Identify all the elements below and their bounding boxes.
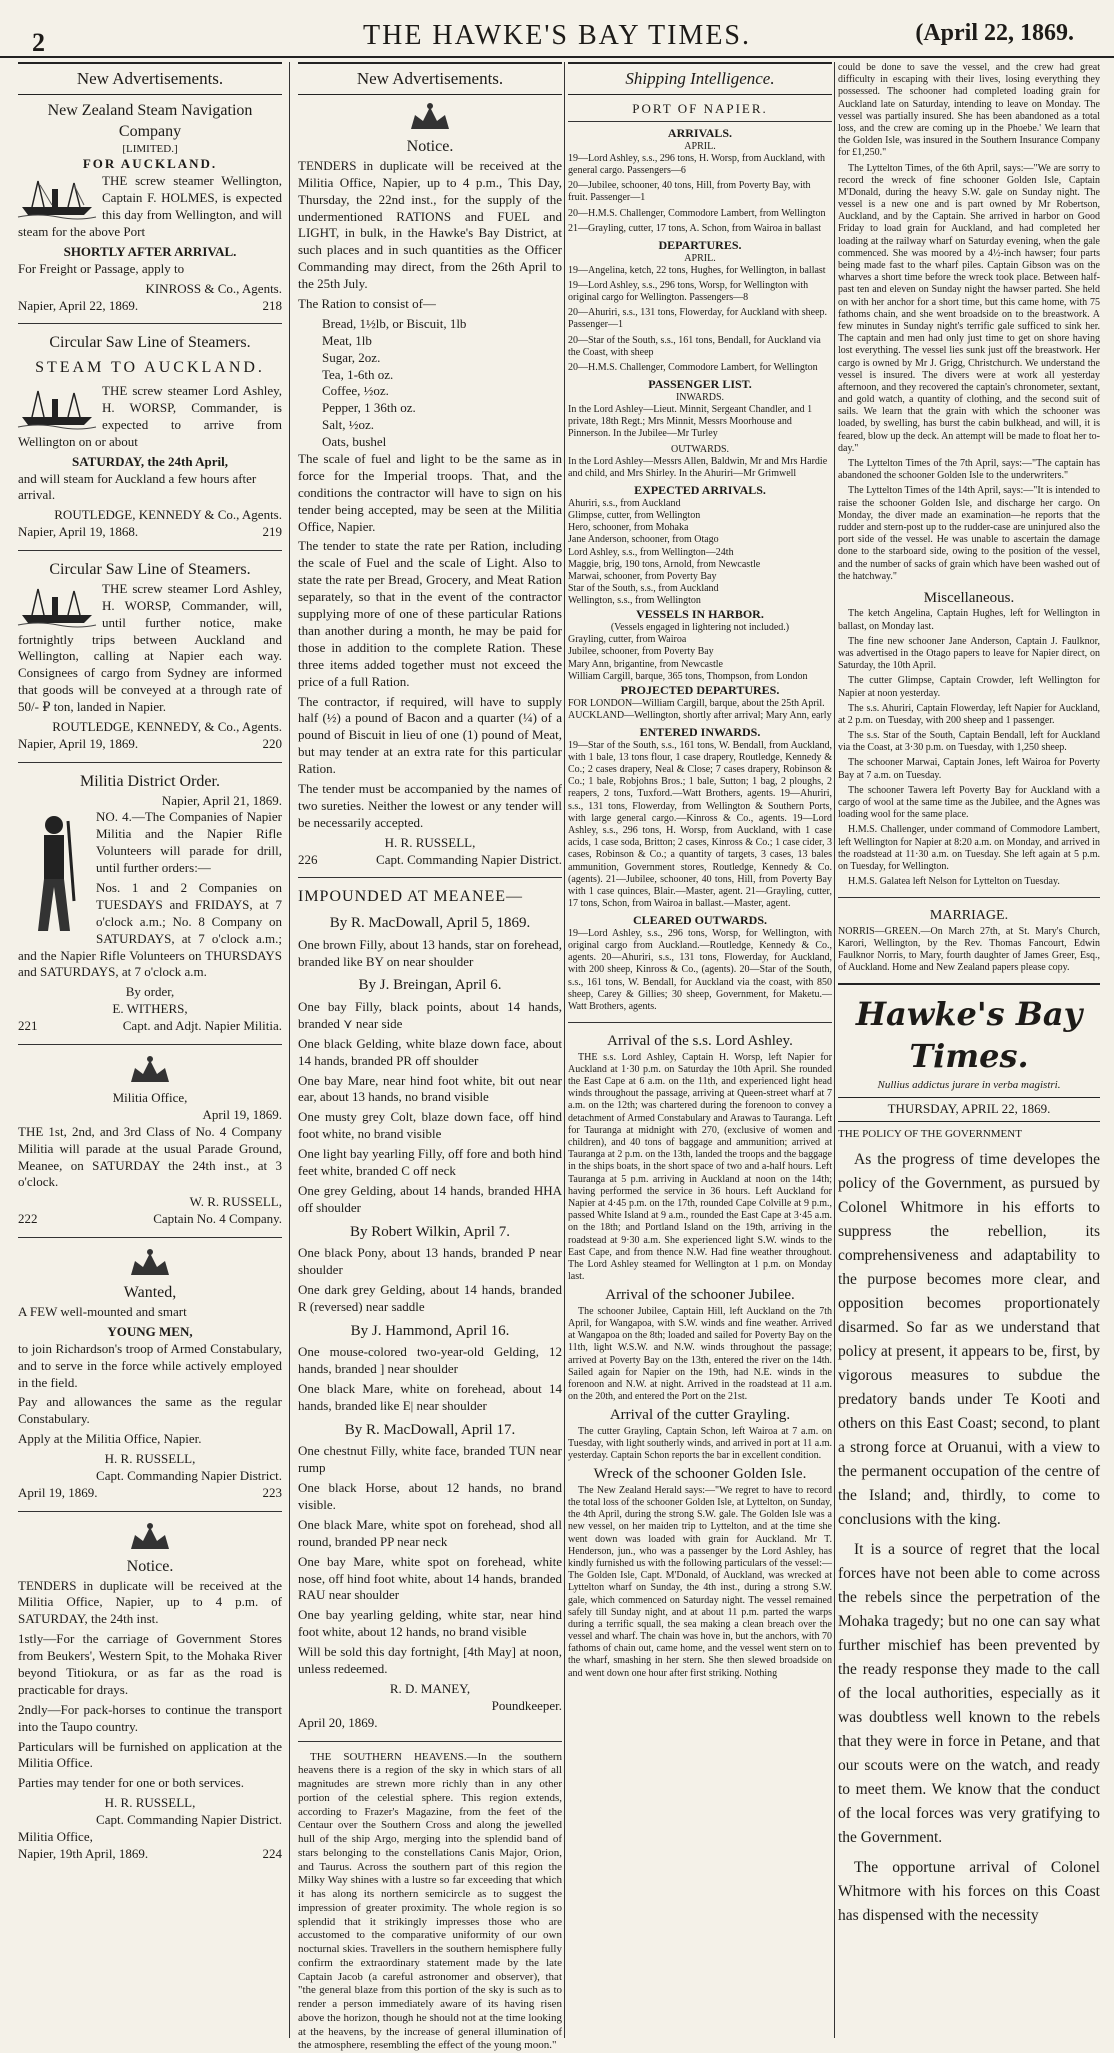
article-title: Arrival of the cutter Grayling. (609, 1407, 791, 1424)
ration-item: Bread, 1½lb, or Biscuit, 1lb (322, 315, 467, 331)
column-1 (18, 62, 282, 2038)
misc-item: The s.s. Ahuriri, Captain Flowerday, left Napier for Auckland, at 2 p.m. on Tuesday, with 200 sheep and 1 passenger. (838, 702, 1100, 726)
ad-signature: H. R. RUSSELL, (384, 834, 476, 850)
ad-emphasis: SHORTLY AFTER ARRIVAL. (63, 243, 237, 259)
ad-body: The tender must be accompanied by the names of two sureties. Neither the lowest or any tender will be necessarily accepted. (298, 780, 562, 830)
misc-item: H.M.S. Galatea left Nelson for Lyttelton on Tuesday. (848, 876, 1060, 888)
ration-item: Tea, 1-6th oz. (322, 366, 394, 382)
impound-entry: One chestnut Filly, white face, branded TUN near rump (298, 1443, 562, 1476)
impound-subheading: By J. Breingan, April 6. (358, 977, 502, 994)
ad-body: Nos. 1 and 2 Companies on TUESDAYS and FRIDAYS, at 7 o'clock a.m.; No. 8 Company on SATURDAYS, at 7 o'clock a.m.; and the Napier Rifle Volunteers on THURSDAYS and SATURDAYS, at 7 o'clock a.m. (18, 880, 282, 980)
expected-item: Glimpse, cutter, from Wellington (568, 509, 701, 521)
ad-signature: R. D. MANEY, (389, 1680, 471, 1696)
harbour-item: William Cargill, barque, 365 tons, Thompson, from London (568, 670, 808, 682)
expected-item: Lord Ashley, s.s., from Wellington—24th (568, 546, 734, 558)
ad-body: Parties may tender for one or both services. (18, 1775, 244, 1791)
impound-entry: One black Horse, about 12 hands, no brand visible. (298, 1480, 562, 1512)
impound-entry: One musty grey Colt, blaze down face, off hind foot white, no brand visible (298, 1109, 562, 1142)
impound-entry: One dark grey Gelding, about 14 hands, branded R (reversed) near saddle (298, 1281, 562, 1314)
article-southern-heavens: THE SOUTHERN HEAVENS.—In the southern heavens there is a region of the sky in which stars of all magnitudes are strewn more richly than in any other portion of the celestial sphere. This region extends, according to Frazer's Magazine, from the feet of the Centaur over the Southern Cross and along the jewelled hull of the ship Argo, merging into the splendid band of stars belonging to the constellations Canis Major, Orion, and Taurus. Across the southern part of this region the Milky Way shines with a lustre so far exceeding that which it has along its northern semicircle as to suggest the impression of greater proximity. The whole region is so splendid that it strikingly impresses those who are accustomed to the comparative uniformity of our own nocturnal skies. Travellers in the southern hemisphere fully confirm the extraordinary statement made by the late Captain Jacob (a careful astronomer and observer), that "the general blaze from this portion of the sky is such as to render a person immediately aware of its having risen above the horizon, though he should not at the time looking at the heavens, by the increase of general illumination of the atmosphere, resembling the effect of the young moon." (298, 1750, 562, 2052)
column-rule (564, 62, 565, 2038)
editorial-body (838, 1148, 1100, 1929)
ad-body: THE screw steamer Lord Ashley, H. WORSP, Commander, will, until further notice, make fortnightly trips between Auckland and Wellington, calling at Napier each way. Consignees of cargo from Sydney are informed that goods will be conveyed at a through rate of 50/- ₽ ton, landed in Napier. (18, 580, 282, 715)
ad-title: Wanted, (123, 1284, 177, 1302)
column-4 (838, 62, 1100, 2038)
article-body: The schooner Jubilee, Captain Hill, left Auckland on the 7th April, for Wangapoa, with S.W. winds and fine weather. Arrived at Wangapoa on the 8th; loaded and sailed for Poverty Bay on the 11th, light W.S.W. and N.W. winds throughout the passage; arrived at Poverty Bay on the 13th, entered the river on the 14th. Sailed again for Napier on the 19th, had N.E. winds in the forenoon and N.W. at night. Arrived in the roadstead at 11 a.m. on the 20th, and entered the Port on the 21st. (568, 1305, 832, 1403)
impound-subheading: By J. Hammond, April 16. (350, 1322, 510, 1339)
misc-item: The ketch Angelina, Captain Hughes, left for Wellington in ballast, on Monday last. (838, 608, 1100, 632)
ad-office: Militia Office, (18, 1829, 93, 1845)
expected-item: Jane Anderson, schooner, from Otago (568, 534, 719, 546)
entered-text: 19—Star of the South, s.s., 161 tons, W. Bendall, from Auckland, with 1 bale, 13 tons flour, 1 case drapery, Routledge, Kennedy & Co.; 2 cases drapery, Neal & Close; 7 cases drapery, Robinson & Co.; 1 bale, Robjohns Bros.; 1 bale, Sutton; 1 bag, 2 ploughs, 2 reapers, 2 tons, Tuxford.—Watt Brothers, agents. 19—Ahuriri, s.s., 131 tons, Flowerday, from Wellington & Southern Ports, with large general cargo.—Kinross & Co., agents. 19—Lord Ashley, s.s., 296 tons, H. Worsp, from Auckland, with 1 case acids, 1 case soda, Britton; 2 cases, Kinross & Co.; 1 case cider, 3 cases, Robinson & Co.; a quantity of targets, 3 cases, 13 bales ammunition, Government stores, Routledge, Kennedy & Co. (agents). 21—Jubilee, schooner, 40 tons, Hill, from Poverty Bay with 1 case quinces, Blair.—Master, agent. 21—Grayling, cutter, 17 tons, Schon, from Wairoa in ballast.—Master, agent. (568, 739, 832, 910)
ad-number: 221 (18, 1018, 38, 1034)
misc-item: H.M.S. Challenger, under command of Commodore Lambert, left Wellington for Napier at 8:20 a.m. on Monday, and arrived in the roadstead at 11·30 a.m. on Tuesday. She left again at 5 p.m. on Tuesday, for Wellington. (838, 824, 1100, 872)
impound-title: IMPOUNDED AT MEANEE— (298, 888, 524, 906)
ad-body: to join Richardson's troop of Armed Constabulary, and to serve in the force while actively employed in the field. (18, 1340, 282, 1390)
royal-crest-icon (123, 1054, 177, 1086)
ad-number: 226 (298, 851, 318, 867)
ration-heading: The Ration to consist of— (298, 296, 436, 312)
ad-body: THE screw steamer Lord Ashley, H. WORSP, Commander, is expected to arrive from Wellington on or about (18, 383, 282, 449)
misc-item: The fine new schooner Jane Anderson, Captain J. Faulknor, was advertised in the Otago papers to leave for Napier direct, on Saturday, the 10th April. (838, 635, 1100, 672)
ad-date: April 19, 1869. (18, 1484, 98, 1500)
ad-date: Napier, April 21, 1869. (161, 792, 282, 808)
masthead (0, 0, 1114, 58)
divider (298, 1741, 562, 1742)
article-body: The Lyttelton Times of the 7th April, says:—"The captain has abandoned the schooner Golden Isle to the underwriters." (838, 458, 1100, 482)
issue-date: (April 22, 1869. (915, 20, 1074, 46)
motto: Nullius addictus jurare in verba magistri. (877, 1079, 1061, 1092)
marriage-notice: NORRIS—GREEN.—On March 27th, at St. Mary's Church, Karori, Wellington, by the Rev. Thomas Fancourt, Edwin Faulknor Norris, to Mary, fourth daughter of James Greer, Esq., of Auckland. Home and New Zealand papers please copy. (838, 925, 1100, 974)
arrival-item: 20—Jubilee, schooner, 40 tons, Hill, from Poverty Bay, with fruit. Passenger—1 (568, 180, 811, 204)
steamship-icon (18, 583, 96, 627)
ad-signature: E. WITHERS, (112, 1001, 188, 1017)
expected-heading: EXPECTED ARRIVALS. (634, 483, 766, 498)
section-header: New Advertisements. (18, 62, 282, 95)
editorial-paragraph: The opportune arrival of Colonel Whitmore with his forces on this Coast has dispensed with the necessity (838, 1859, 1100, 1925)
ad-signature-title: Capt. Commanding Napier District. (96, 1467, 282, 1483)
ad-body: 2ndly—For pack-horses to continue the transport into the Taupo country. (18, 1701, 282, 1734)
entered-heading: ENTERED INWARDS. (639, 725, 761, 740)
ad-signature: H. R. RUSSELL, (104, 1795, 196, 1811)
ad-signature: W. R. RUSSELL, (189, 1194, 282, 1210)
impound-entry: One bay Mare, white spot on forehead, white nose, off hind foot white, about 14 hands, branded RAU near shoulder (298, 1553, 562, 1603)
ad-title: Circular Saw Line of Steamers. (49, 334, 251, 352)
inwards-label: INWARDS. (675, 391, 725, 403)
royal-crest-icon (123, 1521, 177, 1553)
divider (298, 877, 562, 878)
ad-body: Particulars will be furnished on application at the Militia Office. (18, 1738, 282, 1771)
impound-entry: One bay yearling gelding, white star, near hind foot white, about 12 hands, no brand visible (298, 1607, 562, 1640)
outwards-text: In the Lord Ashley—Messrs Allen, Baldwin, Mr and Mrs Hardie and child, and Mrs Shirley. In the Ahuriri—Mr Grimwell (568, 455, 828, 479)
divider (568, 1022, 832, 1023)
impound-entry: One black Mare, white spot on forehead, shod all round, branded PP near neck (298, 1516, 562, 1549)
ad-number: 219 (262, 524, 282, 540)
ad-subtitle: [LIMITED.] (122, 142, 178, 155)
soldier-icon (18, 811, 90, 939)
ad-number: 224 (262, 1845, 282, 1861)
ad-date: Napier, April 22, 1869. (18, 297, 139, 313)
article-body: The New Zealand Herald says:—"We regret to have to record the total loss of the schooner Golden Isle, at Lyttelton, on Sunday, the 4th April, during the strong S.W. gale. The Golden Isle was a new vessel, on her maiden trip to Lyttelton, and at the time she went down was loaded with grain for Auckland. Mr T. Henderson, jun., who was a passenger by the Lord Ashley, has kindly furnished us with the following particulars of the vessel:—The Golden Isle, Capt. M'Donald, of Auckland, was wrecked at Lyttelton wharf on Sunday, the 4th inst., during a strong S.W. gale, which commenced on Saturday night. The vessel remained safely till Sunday night, and at about 11 p.m. parted the warps during a terrific squall, the sea making a clean breach over the vessel and wharf. The chain was hove in, but the anchors, with 70 fathoms of chain out, came home, and the vessel went stern on to the wharf, smashing in her stern. She then slewed broadside on and went down one hour after first striking. Nothing (568, 1484, 832, 1679)
ad-number: 220 (262, 735, 282, 751)
column-rule (289, 62, 290, 2038)
article-title: Arrival of the schooner Jubilee. (605, 1287, 795, 1304)
ad-body: A FEW well-mounted and smart (18, 1303, 187, 1319)
ad-title: Militia District Order. (80, 772, 220, 790)
ad-date: Napier, April 19, 1868. (18, 524, 139, 540)
ad-emphasis: YOUNG MEN, (107, 1323, 193, 1339)
section-header: New Advertisements. (298, 62, 562, 95)
article-body: The cutter Grayling, Captain Schon, left Wairoa at 7 a.m. on Tuesday, with light southerly winds, and arrived in port at 11 a.m. yesterday. Captain Schon reports the bar in excellent condition. (568, 1425, 832, 1462)
ad-date: April 20, 1869. (298, 1714, 378, 1730)
expected-item: Star of the South, s.s., from Auckland (568, 583, 719, 595)
ad-number: 223 (262, 1484, 282, 1500)
column-rule (834, 62, 835, 2038)
section-header: Shipping Intelligence. (568, 62, 832, 95)
departure-item: 19—Lord Ashley, s.s., 296 tons, Worsp, for Wellington with original cargo for Wellington. Passengers—8 (568, 279, 809, 304)
ad-title: Notice. (126, 1557, 174, 1575)
ad-signature: H. R. RUSSELL, (104, 1451, 196, 1467)
ad-number: 218 (262, 297, 282, 313)
ration-item: Pepper, 1 36th oz. (322, 400, 416, 416)
ad-body: TENDERS in duplicate will be received at the Militia Office, Napier, up to 4 p.m., This Day, Thursday, the 22nd inst., for the supply of the undermentioned RATIONS and FUEL and LIGHT, in bulk, in the Hawke's Bay District, at such places and in such quantities as the Officer Commanding may direct, from the 26th April to the 25th July. (298, 157, 562, 292)
ad-agents: KINROSS & Co., Agents. (145, 280, 282, 296)
inwards-text: In the Lord Ashley—Lieut. Minnit, Sergeant Chandler, and 1 private, 18th Regt.; Mrs Minnit, Messrs Moorhouse and Pinnerson. In the Jubilee—Mr Turley (568, 404, 813, 440)
ad-signature-title: Capt. and Adjt. Napier Militia. (122, 1018, 282, 1034)
arrival-item: 20—H.M.S. Challenger, Commodore Lambert, from Wellington (568, 207, 826, 219)
impound-entry: One black Pony, about 13 hands, branded P near shoulder (298, 1245, 562, 1278)
ad-agents: ROUTLEDGE, KENNEDY & Co., Agents. (54, 507, 282, 523)
departures-heading: DEPARTURES. (658, 237, 742, 252)
departure-item: 19—Angelina, ketch, 22 tons, Hughes, for Wellington, in ballast (568, 264, 826, 276)
cleared-text: 19—Lord Ashley, s.s., 296 tons, Worsp, for Wellington, with original cargo from Auckland.—Routledge, Kennedy & Co., agents. 20—Ahuriri, s.s., 131 tons, Flowerday, for Auckland, with 200 sheep, Kinross & Co., (agents). 20—Star of the South, s.s., 161 tons, W. Bendall, for Auckland via the coast, with 850 sheep, Carey & Gillies; 30 sheep, Government, for Maketu.—Watt Brothers, agents. (568, 927, 832, 1013)
ad-signature-title: Capt. Commanding Napier District. (96, 1812, 282, 1828)
ration-item: Sugar, 2oz. (322, 349, 381, 365)
departure-item: 20—Ahuriri, s.s., 131 tons, Flowerday, for Auckland with sheep. Passenger—1 (568, 307, 828, 331)
ad-body: THE 1st, 2nd, and 3rd Class of No. 4 Company Militia will parade at the usual Parade Ground, Meanee, on SATURDAY the 24th inst., at 3 o'clock. (18, 1123, 282, 1190)
arrival-item: 21—Grayling, cutter, 17 tons, A. Schon, from Wairoa in ballast (568, 222, 822, 234)
page-number: 2 (32, 28, 45, 57)
port-heading: PORT OF NAPIER. (568, 101, 832, 122)
impound-subheading: By R. MacDowall, April 17. (344, 1421, 516, 1438)
divider (838, 983, 1100, 985)
passenger-heading: PASSENGER LIST. (648, 377, 752, 392)
arrival-item: 19—Lord Ashley, s.s., 296 tons, H. Worsp, from Auckland, with general cargo. Passengers—6 (568, 152, 825, 176)
ad-date: Napier, April 19, 1869. (18, 735, 139, 751)
ad-emphasis: SATURDAY, the 24th April, (72, 453, 228, 469)
ad-body: Pay and allowances the same as the regular Constabulary. (18, 1394, 282, 1427)
harbour-item: Mary Ann, brigantine, from Newcastle (568, 658, 723, 670)
misc-heading: Miscellaneous. (923, 589, 1015, 606)
ration-item: Oats, bushel (322, 434, 387, 450)
ad-date: Napier, 19th April, 1869. (18, 1845, 149, 1861)
expected-item: Wellington, s.s., from Wellington (568, 595, 701, 607)
ad-date: April 19, 1869. (202, 1106, 282, 1122)
article-body: THE s.s. Lord Ashley, Captain H. Worsp, left Napier for Auckland at 1·30 p.m. on Saturday the 10th April. She rounded the East Cape at 6 a.m. on the 11th, and experienced light head winds throughout the passage, arriving at Queen-street wharf at 7 a.m. on the 12th; was chartered during the forenoon to convey a detachment of Armed Constabulary and Arawas to Tauranga. Left for Tauranga at midnight with 270, (exclusive of women and children), and 40 tons of baggage and ammunition; arrived at Tauranga at 2 p.m. on the 13th, landed the troops and the baggage in the ships boats, in the short space of two and a-half hours. Left Tauranga at 5 p.m. arriving in Auckland at noon on the 14th; having performed the service in 36 hours. Left Auckland for Napier at 4·45 p.m. on the 17th, rounded Cape Colville at 9 p.m., passed White Island at 9 a.m., rounded the East Cape at 3·45 a.m. on the 18th; and Portland Island on the 19th, arriving in the roadstead at 9·30 a.m. She experienced light S.W. winds to the East Cape, and from thence N.W. Had fine weather throughout. The Lord Ashley steamed for Wellington at 1 p.m. on Monday last. (568, 1051, 832, 1283)
harbour-item: Grayling, cutter, from Wairoa (568, 634, 687, 646)
expected-item: Ahuriri, s.s., from Auckland (568, 497, 681, 509)
misc-item: The schooner Tawera left Poverty Bay for Auckland with a cargo of wool at the same time as the Jubilee, and the Agnes was loading wool for the same place. (838, 784, 1100, 821)
editorial-title: THE POLICY OF THE GOVERNMENT (838, 1128, 1022, 1141)
impound-entry: One bay Mare, near hind foot white, bit out near ear, about 13 hands, no brand visible (298, 1072, 562, 1105)
ad-signature-title: Poundkeeper. (491, 1697, 562, 1713)
steamship-icon (18, 385, 96, 429)
ad-title: Notice. (406, 138, 454, 156)
editorial-masthead: Hawke's Bay Times. (855, 995, 1083, 1075)
divider (18, 323, 282, 324)
column-2 (298, 62, 562, 2052)
expected-item: Marwai, schooner, from Poverty Bay (568, 570, 717, 582)
editorial-paragraph: As the progress of time developes the policy of the Government, as pursued by Colonel Whitmore in his efforts to suppress the rebellion, its comprehensiveness and adaptability to the purpose becomes more clear, and opposition becomes proportionately disarmed. So far as we understand that policy at present, it appears to be, first, by vigorous measures to subdue the predatory bands under Te Kooti and others on this East Coast; second, to plant a strong force at Oruanui, with a view to the permanent occupation of the centre of the Island; and, thirdly, to come to conclusions with the king. (838, 1150, 1100, 1529)
expected-item: Hero, schooner, from Mohaka (568, 522, 689, 534)
ration-item: Salt, ½oz. (322, 417, 374, 433)
misc-item: The s.s. Star of the South, Captain Bendall, left for Auckland via the Coast, at 3·30 p.m. on Tuesday, with 1,250 sheep. (838, 730, 1100, 754)
expected-item: Maggie, brig, 190 tons, Arnold, from Newcastle (568, 558, 761, 570)
divider (18, 1237, 282, 1238)
month-label: APRIL. (684, 252, 716, 264)
article-body: The Lyttelton Times, of the 6th April, says:—"We are sorry to record the wreck of fine schooner Golden Isle, Captain M'Donald, during the heavy S.W. gale on Sunday night. The vessel is a new one and is part owned by Mr Robertson, Auckland, and by the Captain. She arrived in harbor on Good Friday to load grain for Auckland, and had completed her loading at the railway wharf on Saturday evening, when the gale commenced. She was moored by a 4½-inch hawser; four parts being made fast to the wharf piles. Captain Gibson was on the wharves a short time before the wreck took place. Between half-past ten and eleven on Sunday night the hawser parted. She held on with her anchor for a short time, but this came home, with 75 fathoms chain, and she went broadside on to the breastwork. A few minutes in Sunday night's terrific gale sufficed to sink her. The captain and men had only just time to get on shore having lost everything. The vessel lies sunk just off the breastwork. Her cargo is owned by Mr J. Grigg, Christchurch. We understand the vessel is insured. The divers were at work all yesterday afternoon, and they recovered the captain's chronometer, sextant, and gold watch, a quantity of clothing, and the second suit of sails. We learn that the grain with which the schooner was loaded, by swelling, has burst the cabin bulkhead, and will, it is feared, blow up the deck. An attempt will be made to float her to-day." (838, 162, 1100, 454)
ad-body: and will steam for Auckland a few hours after arrival. (18, 470, 257, 503)
month-label: APRIL. (684, 140, 716, 152)
divider (18, 550, 282, 551)
projected-text: FOR LONDON—William Cargill, barque, about the 25th April. AUCKLAND—Wellington, shortly after arrival; Mary Ann, early (568, 697, 832, 721)
impound-entry: One black Gelding, white blaze down face, about 14 hands, branded PR off shoulder (298, 1035, 562, 1068)
divider (18, 1044, 282, 1045)
marriage-heading: MARRIAGE. (929, 908, 1009, 924)
outwards-label: OUTWARDS. (670, 443, 730, 455)
impound-entry: One grey Gelding, about 14 hands, branded HHA off shoulder (298, 1182, 562, 1215)
ad-body: Apply at the Militia Office, Napier. (18, 1431, 202, 1447)
royal-crest-icon (403, 101, 457, 133)
misc-item: The cutter Glimpse, Captain Crowder, left Wellington for Napier at noon yesterday. (838, 675, 1100, 699)
ad-title: Militia Office, (112, 1090, 188, 1106)
cleared-heading: CLEARED OUTWARDS. (632, 913, 768, 928)
ad-signature-title: Captain No. 4 Company. (153, 1211, 282, 1227)
ad-signature-title: Capt. Commanding Napier District. (376, 851, 562, 867)
impound-entry: One light bay yearling Filly, off fore and both hind feet white, branded C off neck (298, 1146, 562, 1178)
divider (838, 897, 1100, 898)
ad-body: TENDERS in duplicate will be received at the Militia Office, Napier, up to 4 p.m. of SATURDAY, the 24th inst. (18, 1577, 282, 1627)
article-title: Wreck of the schooner Golden Isle. (593, 1466, 807, 1483)
departure-item: 20—Star of the South, s.s., 161 tons, Bendall, for Auckland via the Coast, with sheep (568, 334, 821, 358)
impound-entry: One mouse-colored two-year-old Gelding, 12 hands, branded ] near shoulder (298, 1344, 562, 1377)
harbour-heading: VESSELS IN HARBOR. (636, 607, 764, 622)
divider (18, 1511, 282, 1512)
ad-body: NO. 4.—The Companies of Napier Militia and the Napier Rifle Volunteers will parade for drill, until further orders:— (96, 809, 282, 876)
impound-entry: One bay Filly, black points, about 14 hands, branded ⋎ near side (298, 998, 562, 1031)
ad-by-order: By order, (125, 984, 175, 1000)
steamship-icon (18, 175, 96, 219)
impound-subheading: By R. MacDowall, April 5, 1869. (329, 915, 531, 932)
impound-entry: One brown Filly, about 13 hands, star on forehead, branded like BY on near shoulder (298, 936, 562, 969)
newspaper-title: THE HAWKE'S BAY TIMES. (363, 20, 751, 51)
column-3 (568, 62, 832, 2038)
ad-body: The tender to state the rate per Ration, including the scale of Fuel and the scale of Light. Also to state the rate per Bread, Grocery, and Meat Ration separately, so that in the event of the contractor supplying more of one of these particular Rations than another during a month, he may be paid for those in addition to the complete Ration. These three items added together must not exceed the price of a full Ration. (298, 538, 562, 689)
ration-item: Meat, 1lb (322, 332, 372, 348)
ad-heading: FOR AUCKLAND. (82, 156, 218, 172)
article-body: The Lyttelton Times of the 14th April, says:—"It is intended to raise the schooner Golden Isle, and discharge her cargo. On Monday, the diver made an examination—he reports that the rudder and stern-post up to the rudder-case are uninjured also the port side of the vessel. He was unable to ascertain the damage done to the starboard side, owing to the position of the vessel, and the number of sacks of grain which have been washed out of the hatchway." (838, 485, 1100, 582)
projected-heading: PROJECTED DEPARTURES. (620, 683, 780, 698)
ad-number: 222 (18, 1211, 38, 1227)
ad-agents: ROUTLEDGE, KENNEDY, & Co., Agents. (52, 718, 282, 734)
harbour-item: Jubilee, schooner, from Poverty Bay (568, 646, 714, 658)
ad-title: New Zealand Steam Navigation Company (47, 102, 253, 140)
impound-subheading: By Robert Wilkin, April 7. (350, 1223, 510, 1240)
article-title: Arrival of the s.s. Lord Ashley. (607, 1033, 793, 1050)
ad-body: The contractor, if required, will have to supply half (½) a pound of Bacon and a quarter (¼) of a pound of Biscuit in lieu of one (1) pound of Meat, but may tender at an extra rate for this particular Ration. (298, 693, 562, 777)
impound-entry: One black Mare, white on forehead, about 14 hands, branded like E| near shoulder (298, 1381, 562, 1413)
editorial-date: THURSDAY, APRIL 22, 1869. (838, 1097, 1100, 1122)
ad-title: Circular Saw Line of Steamers. (49, 561, 251, 579)
ration-item: Coffee, ½oz. (322, 383, 389, 399)
misc-item: The schooner Marwai, Captain Jones, left Wairoa for Poverty Bay at 7 a.m. on Tuesday. (838, 757, 1100, 781)
editorial-paragraph: It is a source of regret that the local forces have not been able to come across the rebels since the perpetration of the Mohaka tragedy; but no one can say what further mischief has been prevented by the ready response they made to the call of the local authorities, especially as it was doubtless well known to the rebels that they were in force in Petane, and that our scouts were on the watch, and ready to meet them. We know that the conduct of the local forces was very gratifying to the Government. (838, 1541, 1100, 1847)
arrivals-heading: ARRIVALS. (667, 125, 733, 140)
ad-body: 1stly—For the carriage of Government Stores from Beukers', Western Spit, to the Mohaka River beyond Titiokura, or as far as the road is practicable for drays. (18, 1631, 282, 1697)
departure-item: 20—H.M.S. Challenger, Commodore Lambert, for Wellington (568, 362, 818, 374)
ration-list (298, 316, 562, 451)
impound-notice: Will be sold this day fortnight, [4th May] at noon, unless redeemed. (298, 1644, 562, 1676)
ad-body: THE screw steamer Wellington, Captain F. HOLMES, is expected this day from Wellington, and will steam for the above Port (18, 173, 282, 239)
ad-body: The scale of fuel and light to be the same as in force for the Imperial troops. That, and the conditions the contractor will have to sign on his tender being accepted, may be seen at the Militia Office, Napier. (298, 451, 562, 534)
harbour-note: (Vessels engaged in lightering not included.) (610, 622, 790, 634)
article-continuation: could be done to save the vessel, and the crew had great difficulty in escaping with their lives, losing everything they possessed. The schooner had completed loading grain for Auckland late on Saturday, intending to leave on Monday. The vessel was partially insured. She has been abandoned as a total loss, and the crew are coming up in the Phoebe.' We learn that the Golden Isle, was insured in the Southern Insurance Company for £1,250." (838, 62, 1100, 159)
ad-heading: STEAM TO AUCKLAND. (35, 359, 265, 377)
divider (18, 762, 282, 763)
royal-crest-icon (123, 1247, 177, 1279)
ad-body: For Freight or Passage, apply to (18, 260, 185, 276)
